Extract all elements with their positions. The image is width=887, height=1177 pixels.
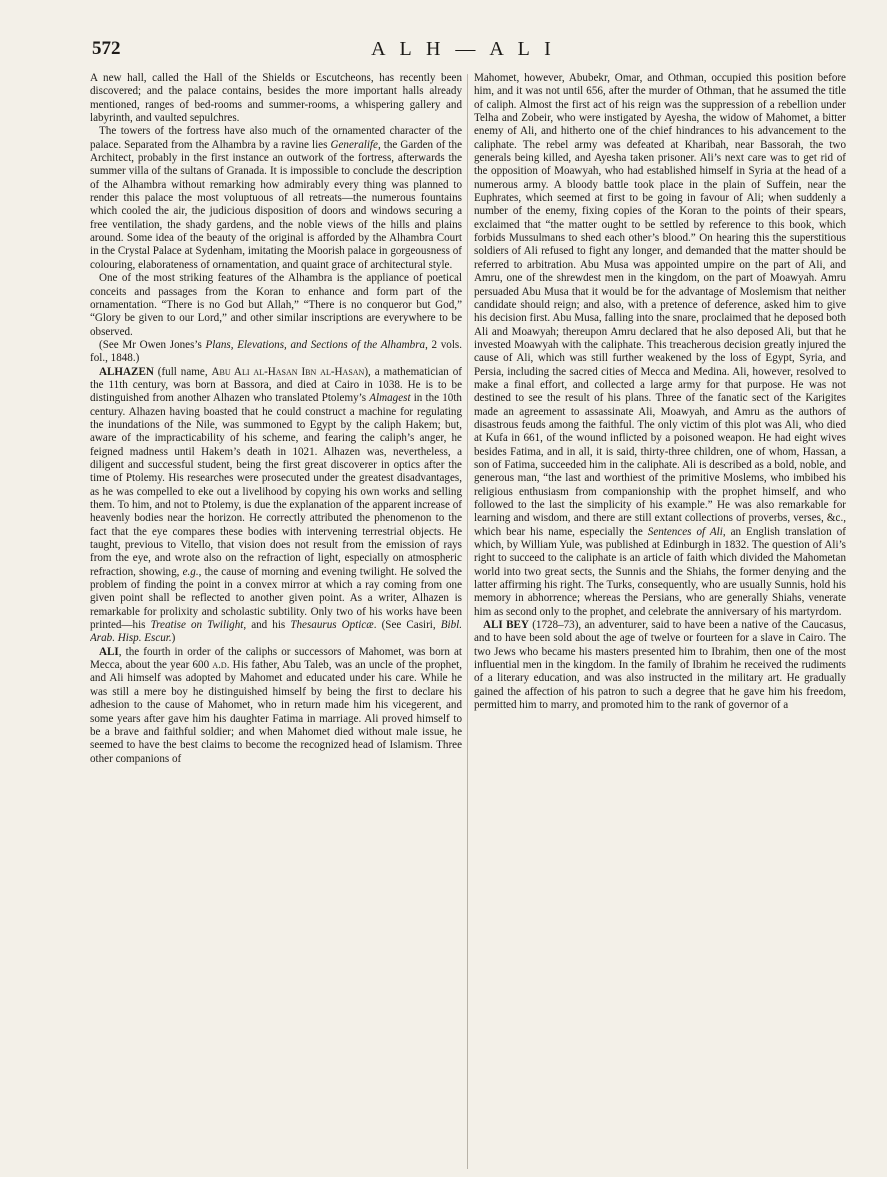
text: His father, Abu Taleb, was an uncle of the prophet, and Ali himself was adopted by Mahomet and educated under his care. While he was still a mere boy he distinguished himself by being the first to declare his adhesion to the cause of Mahomet, who in return made him his vicegerent, and some years after gave him his daughter Fatima in marriage. Ali proved himself to be a brave and faithful soldier; and when Mahomet died without male issue, he seemed to have the best claims to become the recognized head of Islamism. Three other companions of	[90, 659, 462, 765]
column-divider	[467, 74, 468, 1169]
text: in the 10th century. Alhazen having boasted that he could construct a machine for regulating the inundations of the Nile, was summoned to Egypt by the caliph Hakem; but, aware of the impracticability of his scheme, and fearing the caliph’s anger, he feigned madness until Hakem’s death in 1021. Alhazen was, nevertheless, a diligent and successful student, being the first great discoverer in optics after the time of Ptolemy. His researches were prosecuted under the greatest disadvantages, as he was compelled to eke out a livelihood by copying his own works and selling them. To him, and not to Ptolemy, is due the explanation of the apparent increase of heavenly bodies near the horizon. He correctly attributed the phenomenon to the fact that the eye compares these bodies with intervening terrestrial objects. He taught, previous to Vitello, that vision does not result from the emission of rays from the eye, and wrote also on the refraction of light, especially on atmospheric refraction, showing,	[90, 392, 462, 578]
full-name: Abu Ali al-Hasan Ibn al-Hasan	[211, 365, 365, 378]
generalife-term: Generalife	[330, 138, 378, 151]
text: Mahomet, however, Abubekr, Omar, and Othman, occupied this position before him, and it was not until 656, after the murder of Othman, that he assumed the title of caliph. Almost the first act of his reign was the suppression of a rebellion under Telha and Zobeir, who were instigated by Ayesha, the widow of Mahomet, a bitter enemy of Ali, and hitherto one of the chief hindrances to his advancement to the caliphate. The rebel army was defeated at Kharibah, near Bassorah, the two generals being killed, and Ayesha taken prisoner. Ali’s next care was to get rid of the opposition of Moawyah, who had established himself in Syria at the head of a numerous army. A bloody battle took place in the plain of Suffein, near the Euphrates, which seemed at first to be going in favour of Ali; when suddenly a number of the enemy, fixing copies of the Koran to the points of their spears, exclaimed that “the matter ought to be settled by reference to this book, which forbids Mussulmans to shed each other’s blood.” On hearing this the superstitious soldiers of Ali refused to fight any longer, and demanded that the matter should be referred to arbitration. Abu Musa was appointed umpire on the part of Ali, and Amru, one of the shrewdest men in the kingdom, on the part of Moawyah. Amru persuaded Abu Musa that it would be for the advantage of Moslemism that neither candidate should reign; and also, with a pretence of deference, asked him to give his decision first. Abu Musa, falling into the snare, proclaimed that he deposed both Ali and Moawyah; thereupon Amru declared that he also deposed Ali, but that he invested Moawyah with the caliphate. This treacherous decision greatly injured the cause of Ali, which was still further weakened by the loss of Egypt, Syria, and Persia, including the sacred cities of Mecca and Medina. Ali, however, resolved to make a final effort, and collected a large army for that purpose. He was not destined to see the result of his plans. Three of the fanatic sect of the Karigites made an agreement to assassinate Ali, Moawyah, and Amru as the authors of disastrous feuds among the faithful. The only victim of this plot was Ali, who died at Kufa in 661, of the wound inflicted by a poisoned weapon. He had eight wives besides Fatima, and in all, it is said, thirty-three children, one of whom, Hassan, a son of Fatima, succeeded him in the caliphate. Ali is described as a bold, noble, and generous man, “the last and worthiest of the primitive Moslems, who imbibed his religious enthusiasm from companionship with the prophet himself, and who followed to the last the simplicity of his example.” He was also remarkable for learning and wisdom, and there are still extant collections of proverbs, verses, &c., which bear his name, especially the	[474, 72, 846, 538]
text: , an English translation of which, by William Yule, was published at Edinburgh in 1832. The question of Ali’s right to succeed to the caliphate is an article of faith which divided the Mahometan world into two great sects, the Sunnis and the Shiahs, the former denying and the latter affirming his right. The Turks, consequently, who are usually Sunnis, hold his memory in abhorrence; whereas the Persians, who are generally Shiahs, venerate him as second only to the prophet, and celebrate the anniversary of his martyrdom.	[474, 525, 846, 618]
paragraph-reference-owen-jones	[90, 339, 462, 366]
text: . (See Casiri,	[373, 619, 436, 632]
page-number: 572	[92, 38, 121, 59]
almagest-title: Almagest	[369, 392, 411, 405]
text: ), a mathematician of the 11th century, was born at Bassora, and died at Cairo in 1038. He is to be distinguished from another Alhazen who translated Ptolemy’s	[90, 365, 462, 405]
page-header	[92, 38, 835, 68]
text: , the Garden of the Architect, probably in the first instance an outwork of the fortress, afterwards the summer villa of the sultans of Granada. It is impossible to conclude the description of the Alhambra without remarking how admirably every thing was planned to render this palace the most voluptuous of all retreats—the numerous fountains which cooled the air, the judicious disposition of doors and windows securing a free ventilation, the shady gardens, and the noble views of the hills and plains around. Some idea of the beauty of the original is afforded by the Alhambra Court in the Crystal Palace at Sydenham, imitating the Moorish palace in gorgeousness of colouring, elaborateness of ornamentation, and quaint grace of architectural style.	[90, 138, 462, 271]
thesaurus-title: Thesaurus Opticæ	[290, 619, 374, 632]
text: (See Mr Owen Jones’s	[99, 338, 202, 351]
text: )	[171, 632, 176, 645]
book-title: Plans, Elevations, and Sections of the Alhambra	[205, 338, 426, 351]
text: , the cause of morning and evening twilight. He solved the problem of finding the point in a convex mirror at which a ray coming from one given point shall be reflected to another given point. As a writer, Alhazen is remarkable for prolixity and scholastic subtility. Only two of his works have been printed—his	[90, 565, 462, 632]
bibl-reference: Bibl. Arab. Hisp. Escur.	[90, 619, 462, 645]
text: , the fourth in order of the caliphs or successors of Mahomet, was born at Mecca, about the year 600	[90, 645, 462, 672]
entry-ali-bey	[474, 619, 846, 712]
entry-alhazen	[90, 366, 462, 646]
left-column	[90, 72, 462, 1167]
headword-alhazen: ALHAZEN	[99, 365, 154, 378]
paragraph-inscriptions: One of the most striking features of the Alhambra is the appliance of poetical conceits and passages from the Koran to enhance and form part of the ornamentation. “There is no God but Allah,” “There is no conqueror but God,” “Glory be given to our Lord,” and other similar inscriptions are everywhere to be observed.	[90, 272, 462, 338]
sentences-of-ali-title: Sentences of Ali	[647, 525, 723, 538]
headword-ali-bey: ALI BEY	[483, 619, 529, 632]
running-head: A L H — A L I	[371, 38, 556, 60]
entry-ali	[90, 646, 462, 766]
paragraph-hall-of-shields: A new hall, called the Hall of the Shields or Escutcheons, has recently been discovered; and the palace contains, besides the more important halls already mentioned, ranges of bed-rooms and summer-rooms, a whispering gallery and labyrinth, and vaulted sepulchres.	[90, 72, 462, 125]
headword-ali: ALI	[99, 645, 119, 658]
ad-abbrev: a.d.	[212, 659, 230, 672]
text: The towers of the fortress have also much of the ornamented character of the palace. Separated from the Alhambra by a ravine lies	[90, 125, 462, 151]
text: (full name,	[153, 365, 208, 378]
text: , and his	[243, 619, 286, 632]
text: (1728–73), an adventurer, said to have been a native of the Caucasus, and to have been sold about the age of twelve or fourteen for a slave in Cairo. The two Jews who became his masters presented him to Ibrahim, then one of the most influential men in the kingdom. In the family of Ibrahim he received the rudiments of a literary education, and was also instructed in the military art. He gradually gained the affection of his patron to such a degree that he gave him his freedom, permitted him to marry, and promoted him to the rank of governor of a	[474, 619, 846, 712]
right-column	[474, 72, 846, 1167]
eg-abbrev: e.g.	[182, 565, 199, 578]
entry-ali-continued	[474, 72, 846, 619]
paragraph-towers	[90, 125, 462, 272]
text: , 2 vols. fol., 1848.)	[90, 338, 462, 365]
twilight-title: Treatise on Twilight	[150, 619, 244, 632]
